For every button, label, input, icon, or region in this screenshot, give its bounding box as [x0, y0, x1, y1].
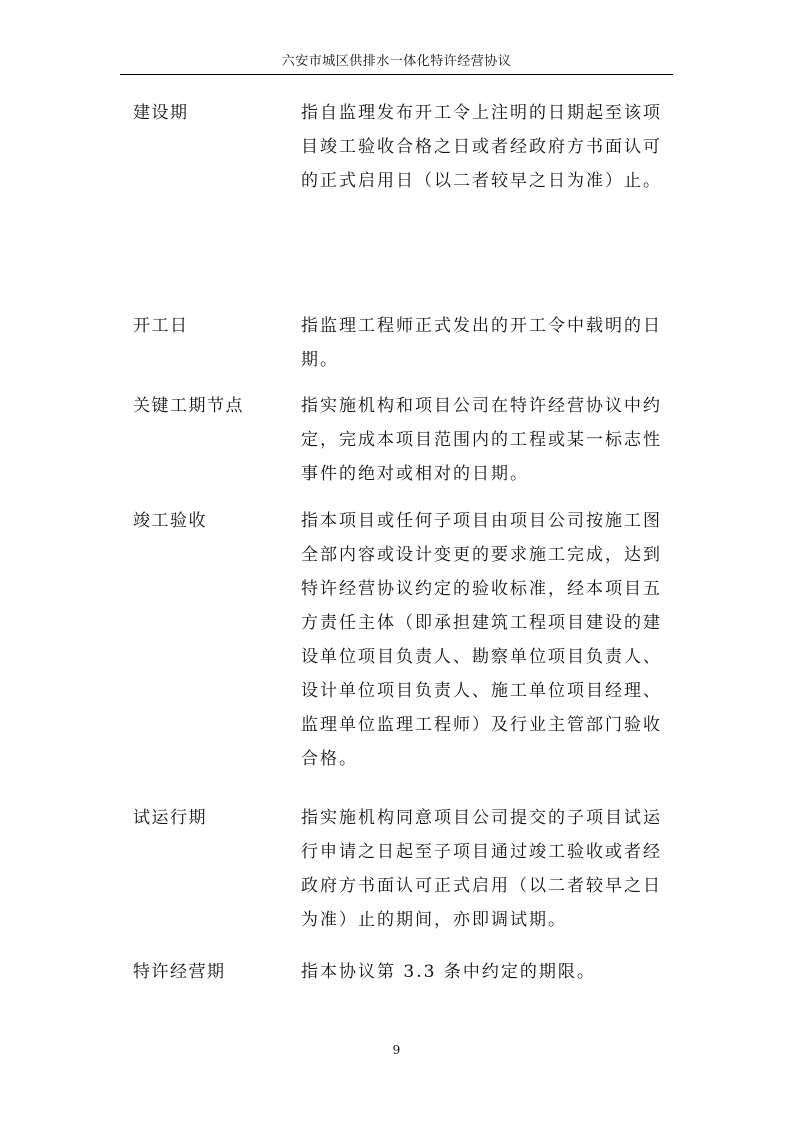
definition-term: 试运行期: [133, 808, 207, 828]
definition-line: 定，完成本项目范围内的工程或某一标志性: [301, 430, 662, 450]
definition-line: 为准）止的期间，亦即调试期。: [301, 910, 567, 930]
definition-line: 指实施机构和项目公司在特许经营协议中约: [301, 396, 662, 416]
definition-line: 特许经营协议约定的验收标准，经本项目五: [301, 579, 662, 599]
definition-text: [301, 955, 673, 989]
definition-term: 建设期: [133, 103, 189, 123]
definition-line: 事件的绝对或相对的日期。: [301, 464, 529, 484]
definition-term: 开工日: [133, 316, 189, 336]
definition-text: [301, 504, 673, 776]
definition-text: [301, 309, 673, 377]
definition-line: 政府方书面认可正式启用（以二者较早之日: [301, 876, 662, 896]
definition-line: 指实施机构同意项目公司提交的子项目试运: [301, 808, 662, 828]
definition-line: 设计单位项目负责人、施工单位项目经理、: [301, 681, 662, 701]
definition-term: 竣工验收: [133, 511, 207, 531]
definition-line: 设单位项目负责人、勘察单位项目负责人、: [301, 647, 662, 667]
definition-line: 期。: [301, 350, 339, 370]
definition-line: 指监理工程师正式发出的开工令中载明的日: [301, 316, 662, 336]
definition-text: [301, 96, 673, 198]
running-header: 六安市城区供排水一体化特许经营协议: [281, 54, 512, 69]
definition-line: 方责任主体（即承担建筑工程项目建设的建: [301, 613, 662, 633]
definition-term: 关键工期节点: [133, 396, 244, 416]
definition-line: 指自监理发布开工令上注明的日期起至该项: [301, 103, 662, 123]
definition-text: [301, 389, 673, 491]
definition-line: 指本项目或任何子项目由项目公司按施工图: [301, 511, 662, 531]
definition-line: 指本协议第 3.3 条中约定的期限。: [301, 962, 596, 982]
definition-term: 特许经营期: [133, 962, 226, 982]
definition-text: [301, 801, 673, 937]
definition-line: 监理单位监理工程师）及行业主管部门验收: [301, 715, 662, 735]
definition-line: 的正式启用日（以二者较早之日为准）止。: [301, 171, 662, 191]
page-number: 9: [392, 1043, 401, 1057]
header-divider: [120, 74, 673, 75]
definition-line: 行申请之日起至子项目通过竣工验收或者经: [301, 842, 662, 862]
definition-line: 全部内容或设计变更的要求施工完成，达到: [301, 545, 662, 565]
definition-line: 目竣工验收合格之日或者经政府方书面认可: [301, 137, 662, 157]
definition-line: 合格。: [301, 749, 358, 769]
